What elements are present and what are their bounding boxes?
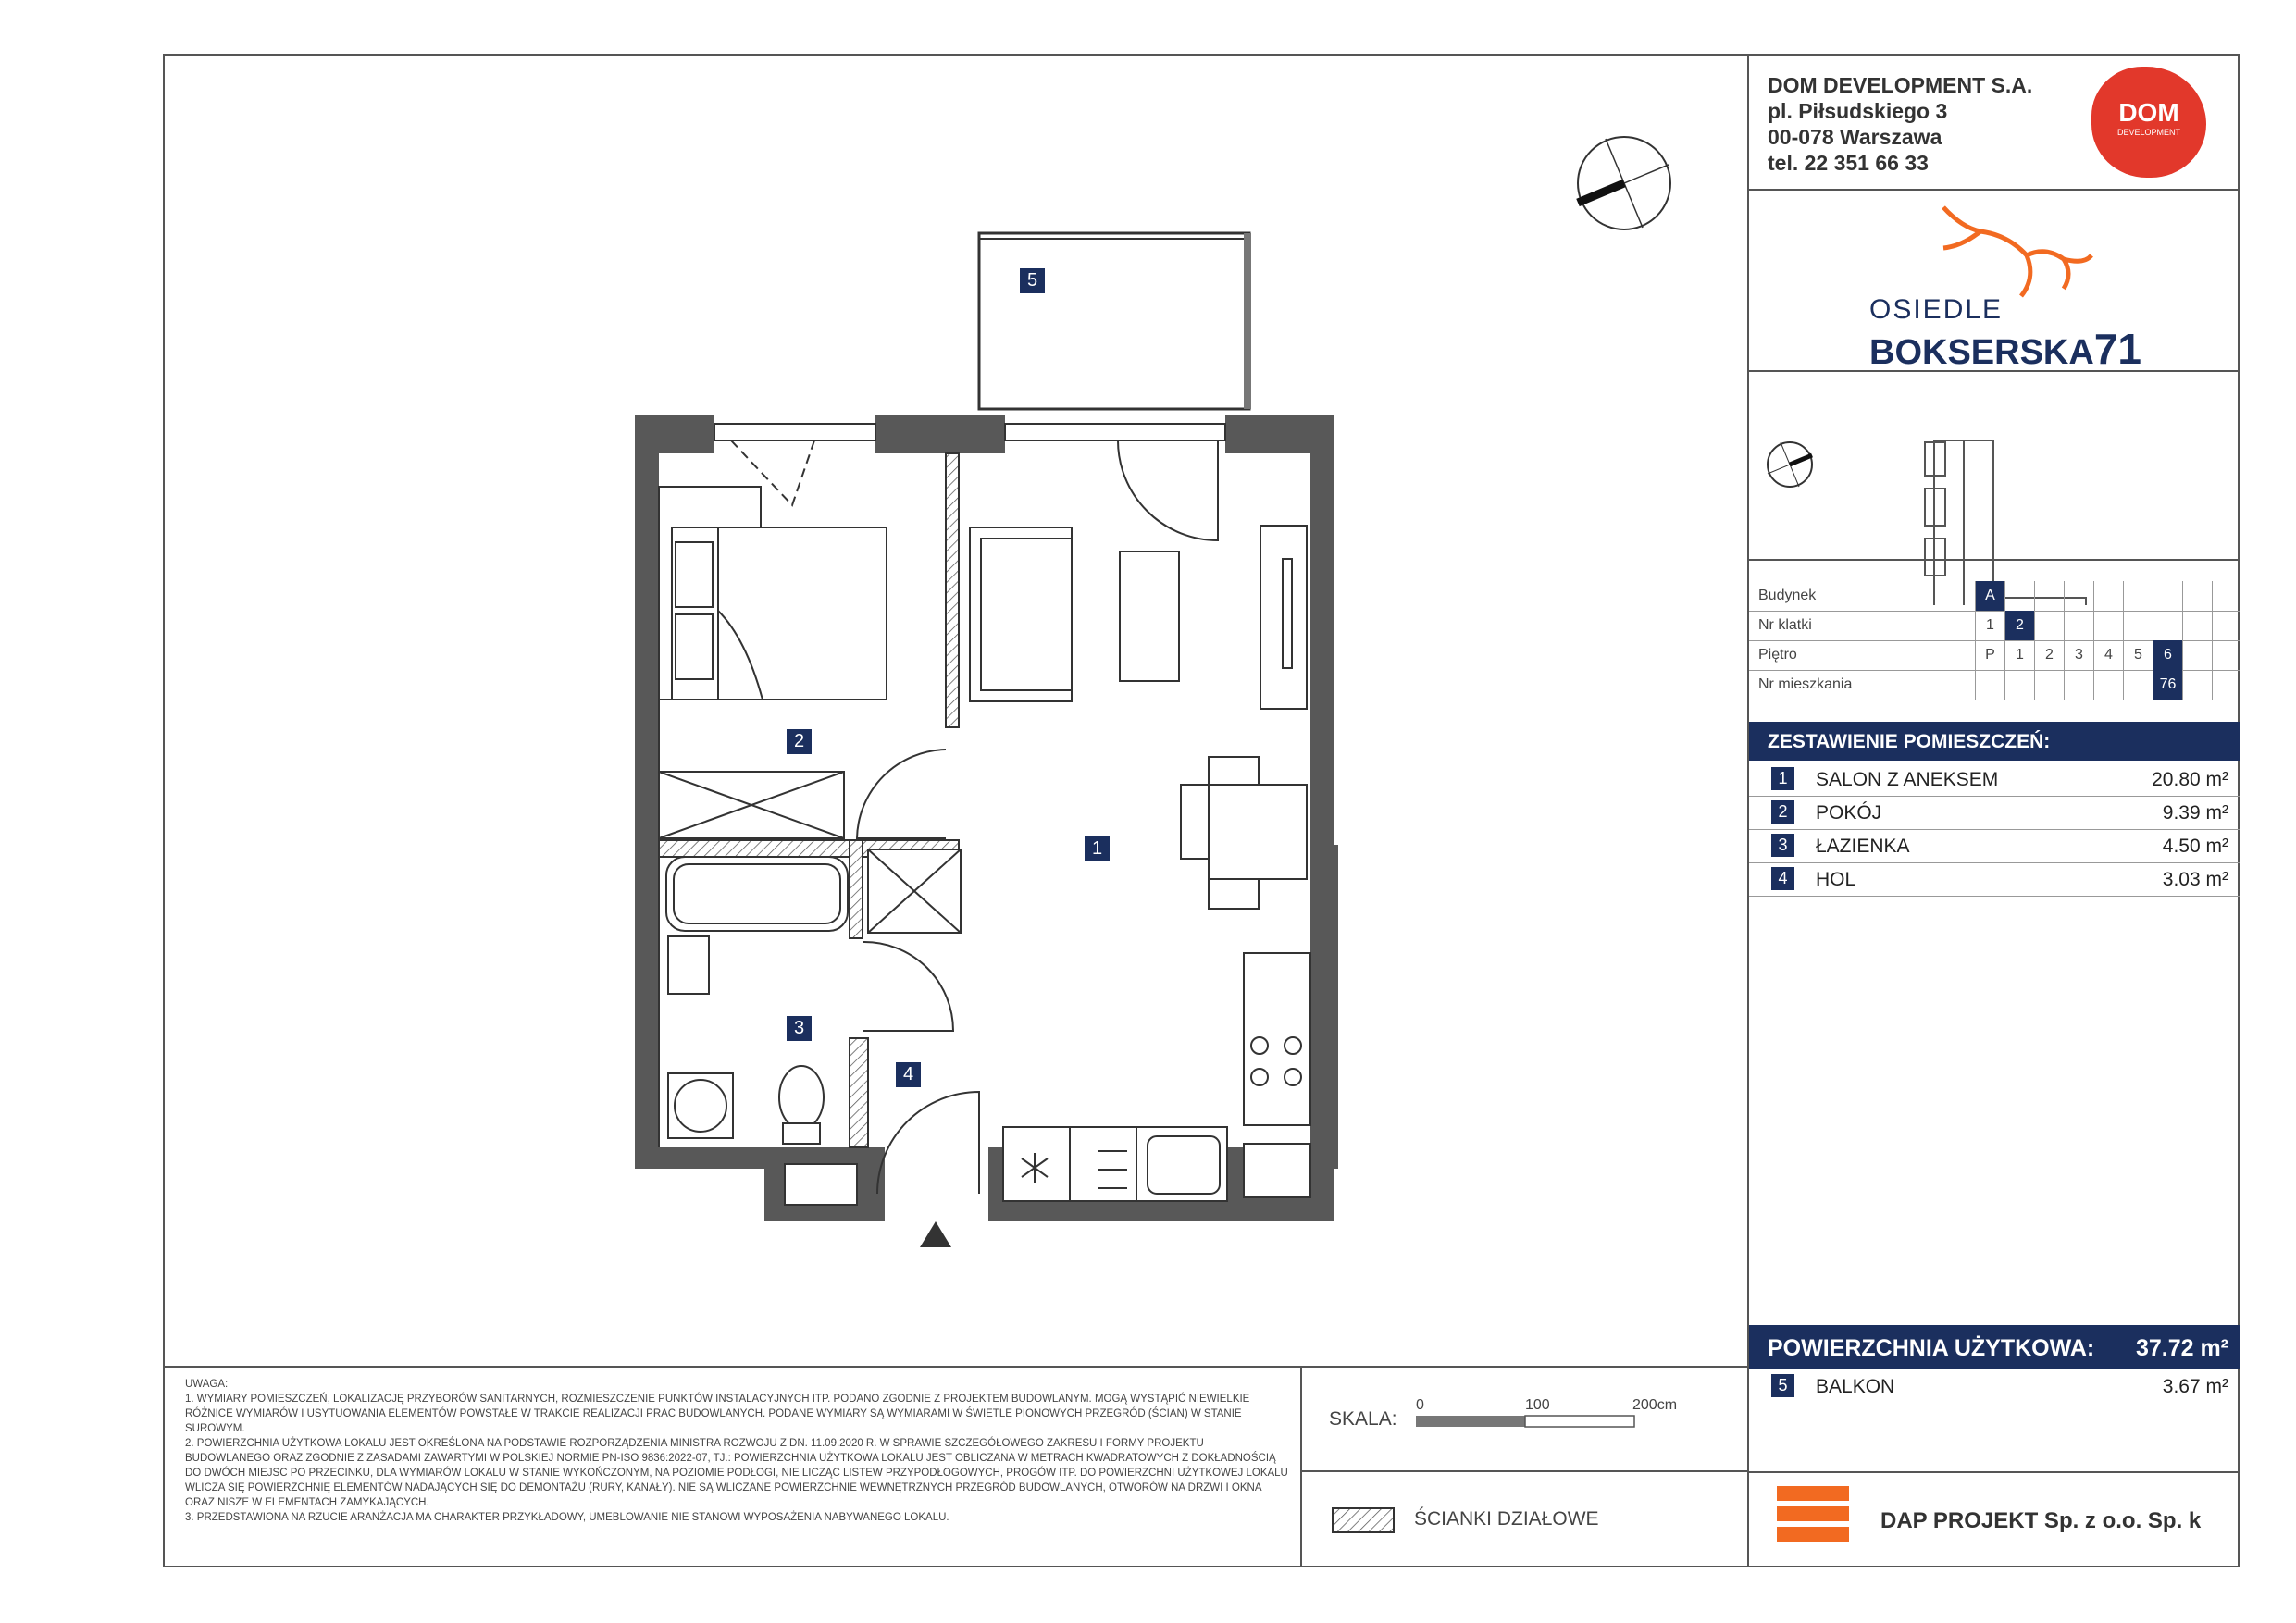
info-row-building [1749,581,2240,612]
scale-tick-200: 200cm [1632,1397,1678,1413]
info-cell: 6 [2153,640,2182,670]
room-number: 4 [1771,867,1794,890]
info-cell: A [1975,581,2004,611]
logo-subtext: DEVELOPMENT [2116,128,2180,137]
info-cell [2153,581,2182,611]
info-cell [2093,670,2123,700]
info-cell [2004,581,2034,611]
info-cell: P [1975,640,2004,670]
info-label: Budynek [1758,588,1817,603]
room-area: 9.39 m² [2162,802,2228,824]
company-phone: tel. 22 351 66 33 [1768,151,1929,175]
balcony-name: BALKON [1816,1376,1895,1397]
partition-legend-swatch [1333,1508,1394,1532]
room-name: SALON Z ANEKSEM [1816,769,1999,790]
info-cell [2123,670,2153,700]
info-cell [2212,640,2241,670]
note-1: 1. WYMIARY POMIESZCZEŃ, LOKALIZACJĘ PRZYBORÓW SANITARNYCH, ROZMIESZCZENIE PUNKTÓW INSTALACYJNYCH ITP. PODANO ZGODNIE Z PROJEKTEM BUDOWLANYM. MOGĄ WYSTĄPIĆ NIEWIELKIE RÓŻNICE WYMIARÓW I USYTUOWANIA ELEMENTÓW POWSTAŁE W TRAKCIE REALIZACJI PRAC BUDOWLANYCH. PODANE WYMIARY SĄ WYMIARAMI W ŚWIETLE PIONOWYCH PRZEGRÓD (ŚCIAN) W STANIE SUROWYM. [185,1394,1250,1434]
info-cell [2212,581,2241,611]
scale-bar [1416,1416,1634,1427]
info-row-stairwell [1749,611,2240,641]
info-cell [2064,611,2093,640]
designer-name: DAP PROJEKT Sp. z o.o. Sp. k [1880,1508,2202,1533]
usable-area-bar [1749,1325,2240,1369]
info-cell [2123,611,2153,640]
north-compass-icon [1578,137,1670,229]
scale-tick-0: 0 [1416,1397,1424,1413]
info-cell [2182,611,2212,640]
company-address-2: 00-078 Warszawa [1768,125,1942,149]
info-cell [2034,611,2064,640]
partition-legend-label: ŚCIANKI DZIAŁOWE [1414,1508,1599,1530]
entrance-arrow-icon [920,1221,951,1247]
info-cell: 2 [2004,611,2034,640]
plan-label-1: 1 [1085,836,1110,861]
info-cell [2093,581,2123,611]
room-number: 2 [1771,800,1794,824]
room-area: 20.80 m² [2152,769,2228,790]
company-name: DOM DEVELOPMENT S.A. [1768,73,2033,97]
info-cell: 3 [2064,640,2093,670]
living-furniture [970,526,1307,909]
room-row [1749,829,2240,863]
info-cell [2093,611,2123,640]
room-name: POKÓJ [1816,802,1882,824]
info-panel [1747,54,2240,1567]
info-cell [2212,611,2241,640]
project-line2: BOKSERSKA [1869,333,2094,372]
info-cell: 1 [1975,611,2004,640]
project-name [1869,324,2141,374]
room-number: 3 [1771,834,1794,857]
info-cell [2034,670,2064,700]
plan-label-4: 4 [896,1062,921,1087]
room-row [1749,762,2240,797]
info-label: Piętro [1758,647,1797,663]
room-area: 4.50 m² [2162,836,2228,857]
room-area: 3.03 m² [2162,869,2228,890]
info-cell [2182,670,2212,700]
note-3: 3. PRZEDSTAWIONA NA RZUCIE ARANŻACJA MA CHARAKTER PRZYKŁADOWY, UMEBLOWANIE NIE STANOWI WYPOSAŻENIA NABYWANEGO LOKALU. [185,1512,949,1523]
info-cell: 76 [2153,670,2182,700]
balcony [979,233,1251,409]
info-cell: 4 [2093,640,2123,670]
key-plan [1762,387,2114,605]
scale-tick-100: 100 [1525,1397,1550,1413]
plan-label-5: 5 [1020,268,1045,293]
company-block [1768,72,2032,176]
usable-area-value: 37.72 m² [2135,1335,2228,1361]
info-cell [2064,581,2093,611]
logo-text: DOM [2118,98,2179,127]
info-cell [2182,640,2212,670]
balcony-number: 5 [1771,1374,1794,1397]
dap-logo-icon [1777,1486,1849,1542]
room-name: ŁAZIENKA [1816,836,1910,857]
info-cell [2064,670,2093,700]
info-cell [2153,611,2182,640]
rooms-header [1749,722,2240,761]
project-line1: OSIEDLE [1869,294,2004,325]
notes-title: UWAGA: [185,1379,229,1390]
bathroom-fixtures [666,849,961,1144]
info-label: Nr mieszkania [1758,676,1853,692]
info-row-apartment [1749,670,2240,700]
info-cell [1975,670,2004,700]
usable-area-label: POWIERZCHNIA UŻYTKOWA: [1768,1335,2095,1361]
company-address-1: pl. Piłsudskiego 3 [1768,99,1948,123]
balcony-row [1749,1369,2240,1403]
dom-development-logo [2091,67,2206,178]
info-cell [2123,581,2153,611]
room-number: 1 [1771,767,1794,790]
bedroom-furniture [659,487,887,838]
plan-label-3: 3 [787,1016,812,1041]
info-cell: 1 [2004,640,2034,670]
balcony-area: 3.67 m² [2162,1376,2228,1397]
room-row [1749,796,2240,830]
rooms-header-text: ZESTAWIENIE POMIESZCZEŃ: [1768,731,2051,752]
plan-label-2: 2 [787,729,812,754]
mini-compass-icon [1768,442,1812,487]
info-cell: 2 [2034,640,2064,670]
room-row [1749,862,2240,897]
info-cell [2004,670,2034,700]
info-cell [2212,670,2241,700]
note-2: 2. POWIERZCHNIA UŻYTKOWA LOKALU JEST OKREŚLONA NA PODSTAWIE ROZPORZĄDZENIA MINISTRA ROZWOJU Z DN. 11.09.2020 R. W SPRAWIE SZCZEGÓŁOWEGO ZAKRESU I FORMY PROJEKTU BUDOWLANEGO ORAZ ZGODNIE Z ZASADAMI ZAWARTYMI W POLSKIEJ NORMIE PN-ISO 9836:2022-07, TJ.: POWIERZCHNIA UŻYTKOWA LOKALU JEST OBLICZANA W METRACH KWADRATOWYCH Z DOKŁADNOŚCIĄ DO DWÓCH MIEJSC PO PRZECINKU, DLA WYMIARÓW LOKALU W STANIE WYKOŃCZONYM, NA POZIOMIE PODŁOGI, NIE LICZĄC LISTEW PRZYPODŁOGOWYCH, PROGÓW ITP. DO POWIERZCHNI UŻYTKOWEJ LOKALU WLICZA SIĘ POWIERZCHNIĘ ELEMENTÓW NADAJĄCYCH SIĘ DO DEMONTAŻU (RURY, KANAŁY). NIE SĄ WLICZANE POWIERZCHNIE WEWNĘTRZNYCH PRZEGRÓD BUDOWLANYCH, OTWORÓW NA DRZWI I OKNA ORAZ NISZE W ELEMENTACH ZAMYKAJĄCYCH. [185,1438,1288,1508]
info-cell: 5 [2123,640,2153,670]
notes [185,1377,1291,1525]
info-label: Nr klatki [1758,617,1812,633]
info-cell [2182,581,2212,611]
scale-label: SKALA: [1329,1408,1397,1430]
info-cell [2034,581,2064,611]
info-row-floor [1749,640,2240,671]
project-number: 71 [2093,325,2141,373]
room-name: HOL [1816,869,1856,890]
